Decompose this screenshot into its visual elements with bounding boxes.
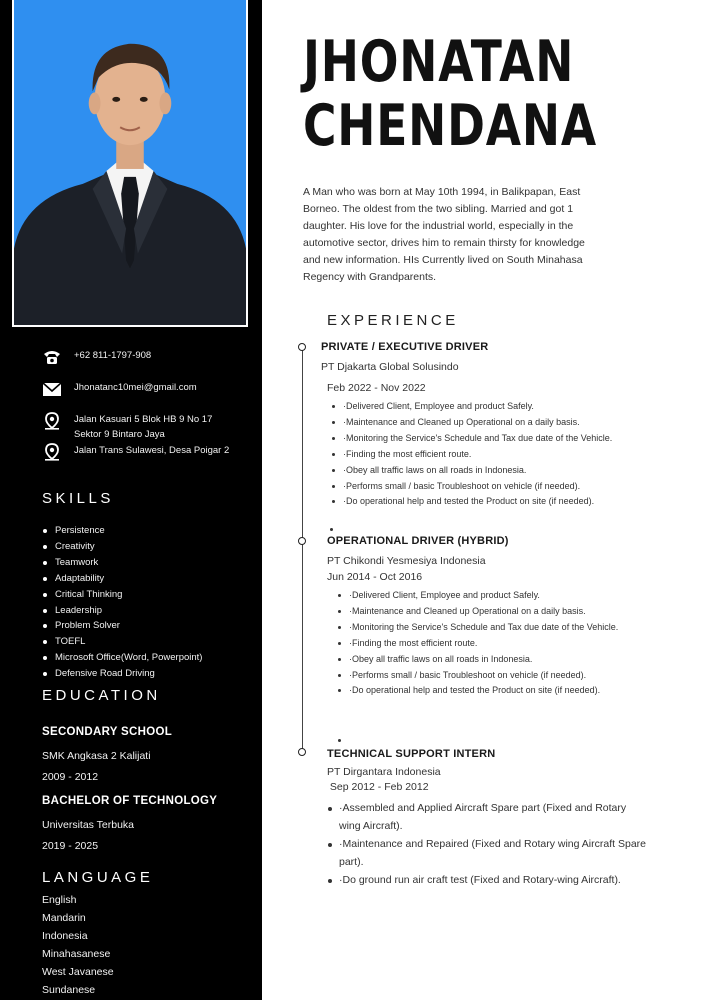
duty-item: ·Performs small / basic Troubleshoot on vehicle (if needed). <box>331 479 651 495</box>
language-item: English <box>42 894 77 906</box>
empty-bullet <box>330 528 333 531</box>
skill-item: Critical Thinking <box>42 587 202 603</box>
contact-email[interactable]: Jhonatanc10mei@gmail.com <box>74 382 197 393</box>
job-title: TECHNICAL SUPPORT INTERN <box>327 748 496 760</box>
duty-item: ·Assembled and Applied Aircraft Spare part (Fixed and Rotary wing Aircraft). <box>327 800 647 836</box>
skill-item: Teamwork <box>42 555 202 571</box>
job-company: PT Djakarta Global Solusindo <box>321 361 459 373</box>
contact-phone-row <box>42 348 151 366</box>
phone-icon <box>42 348 62 366</box>
education-school: SMK Angkasa 2 Kalijati <box>42 750 151 762</box>
skill-item: Persistence <box>42 523 202 539</box>
duty-item: ·Maintenance and Cleaned up Operational on a daily basis. <box>331 415 651 431</box>
contact-address-1: Jalan Kasuari 5 Blok HB 9 No 17 Sektor 9 Bintaro Jaya <box>74 414 213 440</box>
language-item: Minahasanese <box>42 947 111 960</box>
education-title: BACHELOR OF TECHNOLOGY <box>42 795 218 807</box>
skill-item: Leadership <box>42 603 202 619</box>
duty-item: ·Do operational help and tested the Product on site (if needed). <box>337 683 637 699</box>
job-company: PT Chikondi Yesmesiya Indonesia <box>327 555 486 567</box>
contact-email-row <box>42 380 197 398</box>
name-line-2: CHENDANA <box>303 93 597 159</box>
contact-address1-row <box>42 412 212 442</box>
skill-item: Creativity <box>42 539 202 555</box>
duty-item: ·Monitoring the Service's Schedule and Tax due date of the Vehicle. <box>331 431 651 447</box>
duty-item: ·Finding the most efficient route. <box>337 636 637 652</box>
duty-item: ·Maintenance and Cleaned up Operational on a daily basis. <box>337 604 637 620</box>
timeline-dot <box>298 537 306 545</box>
duty-item: ·Obey all traffic laws on all roads in Indonesia. <box>337 652 637 668</box>
bio-paragraph: A Man who was born at May 10th 1994, in Balikpapan, East Borneo. The oldest from the two sibling. Married and got 1 daughter. His love for the industrial world, especially in the automotive sector, drives him to remain thirsty for knowledge and new information. HIs Currently lived on South Minahasa Regency with Grandparents. <box>303 186 585 284</box>
email-icon <box>42 380 62 398</box>
candidate-name <box>303 30 597 158</box>
duty-item: ·Finding the most efficient route. <box>331 447 651 463</box>
location-pin-icon <box>42 412 62 430</box>
contact-address-2: Jalan Trans Sulawesi, Desa Poigar 2 <box>74 445 230 456</box>
profile-photo <box>12 0 248 327</box>
language-item: West Javanese <box>42 965 114 978</box>
duty-item: ·Maintenance and Repaired (Fixed and Rotary wing Aircraft Spare part). <box>327 836 647 872</box>
job-dates: Feb 2022 - Nov 2022 <box>327 382 426 394</box>
education-years: 2019 - 2025 <box>42 840 99 852</box>
language-item: Mandarin <box>42 911 86 924</box>
job-title: PRIVATE / EXECUTIVE DRIVER <box>321 341 489 353</box>
skill-item: Problem Solver <box>42 618 202 634</box>
language-list <box>42 892 114 999</box>
skill-item: Adaptability <box>42 571 202 587</box>
skills-heading: SKILLS <box>42 490 114 507</box>
education-school: Universitas Terbuka <box>42 819 135 831</box>
sidebar <box>0 0 262 1000</box>
timeline-line <box>302 347 303 752</box>
education-years: 2009 - 2012 <box>42 771 99 783</box>
job-duties <box>327 800 647 890</box>
name-line-1: JHONATAN <box>303 29 575 95</box>
language-item: Sundanese <box>42 983 96 996</box>
duty-item: ·Do operational help and tested the Product on site (if needed). <box>331 494 651 510</box>
language-heading: LANGUAGE <box>42 869 154 886</box>
empty-bullet <box>338 739 341 742</box>
duty-item: ·Obey all traffic laws on all roads in Indonesia. <box>331 463 651 479</box>
duty-item: ·Performs small / basic Troubleshoot on vehicle (if needed). <box>337 668 637 684</box>
language-item: Indonesia <box>42 929 88 942</box>
duty-item: ·Delivered Client, Employee and product Safely. <box>331 399 651 415</box>
job-title: OPERATIONAL DRIVER (HYBRID) <box>327 535 509 547</box>
skill-item: TOEFL <box>42 634 202 650</box>
skill-item: Microsoft Office(Word, Powerpoint) <box>42 650 202 666</box>
skill-item: Defensive Road Driving <box>42 666 202 682</box>
job-company: PT Dirgantara Indonesia <box>327 766 441 778</box>
contact-address2-row <box>42 443 229 461</box>
education-title: SECONDARY SCHOOL <box>42 726 173 738</box>
location-pin-icon <box>42 443 62 461</box>
education-heading: EDUCATION <box>42 687 161 704</box>
job-dates: Jun 2014 - Oct 2016 <box>327 571 423 583</box>
timeline-dot <box>298 748 306 756</box>
experience-heading: EXPERIENCE <box>327 312 459 329</box>
duty-item: ·Monitoring the Service's Schedule and Tax due date of the Vehicle. <box>337 620 637 636</box>
duty-item: ·Delivered Client, Employee and product Safely. <box>337 588 637 604</box>
timeline-dot <box>298 343 306 351</box>
duty-item: ·Do ground run air craft test (Fixed and Rotary-wing Aircraft). <box>327 872 647 890</box>
job-duties <box>337 588 637 699</box>
job-duties <box>331 399 651 510</box>
contact-phone[interactable]: +62 811-1797-908 <box>74 350 152 361</box>
skills-list <box>42 523 202 682</box>
job-dates: Sep 2012 - Feb 2012 <box>327 781 429 793</box>
